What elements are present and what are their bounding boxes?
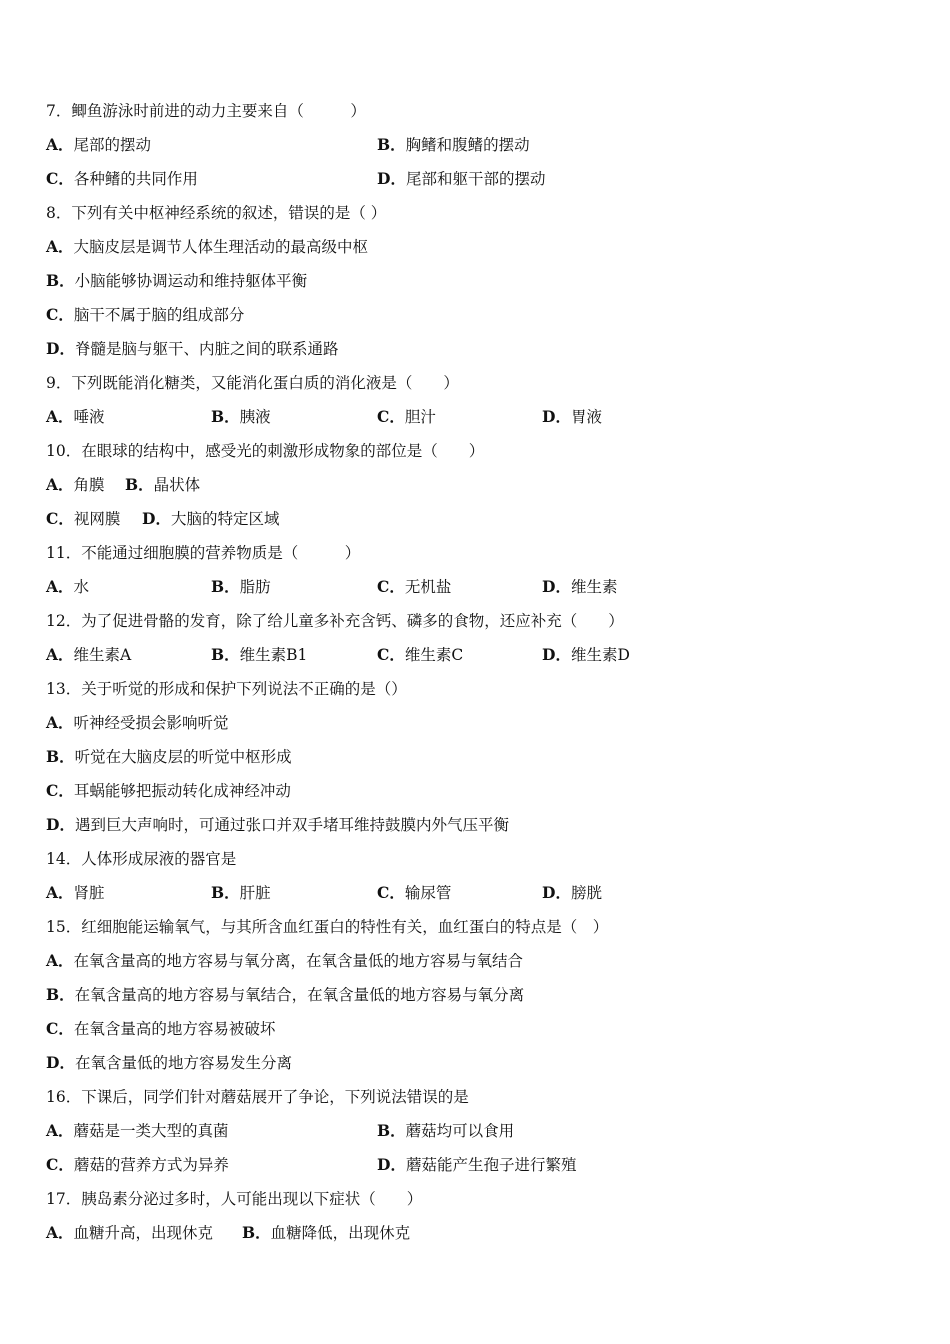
- question-7: [46, 96, 366, 126]
- question-8: [46, 198, 386, 228]
- question-17: [46, 1184, 422, 1214]
- option-c: C．输尿管: [377, 883, 452, 902]
- option-b: B．蘑菇均可以食用: [377, 1121, 515, 1140]
- options-row: [46, 1116, 515, 1146]
- options-row: [46, 1218, 411, 1248]
- question-stem: 10．在眼球的结构中，感受光的刺激形成物象的部位是（ ）: [46, 442, 485, 460]
- option-a: A．肾脏: [46, 883, 105, 902]
- question-12: [46, 606, 624, 636]
- option-b: B．小脑能够协调运动和维持躯体平衡: [46, 271, 308, 290]
- option-b: B．肝脏: [211, 883, 271, 902]
- question-stem: 17．胰岛素分泌过多时，人可能出现以下症状（ ）: [46, 1190, 423, 1208]
- question-stem: 15．红细胞能运输氧气，与其所含血红蛋白的特性有关，血红蛋白的特点是（ ）: [46, 918, 609, 936]
- question-stem: 9．下列既能消化糖类，又能消化蛋白质的消化液是（ ）: [46, 374, 459, 392]
- options-row: [46, 640, 630, 670]
- option-a: A．在氧含量高的地方容易与氧分离，在氧含量低的地方容易与氧结合: [46, 951, 524, 970]
- options-row: [46, 164, 546, 194]
- option-d: D．大脑的特定区域: [142, 509, 280, 528]
- option-c: C．蘑菇的营养方式为异养: [46, 1155, 229, 1174]
- option-c: C．各种鳍的共同作用: [46, 169, 198, 188]
- option-a: A．蘑菇是一类大型的真菌: [46, 1121, 229, 1140]
- option-d: D．遇到巨大声响时，可通过张口并双手堵耳维持鼓膜内外气压平衡: [46, 815, 509, 834]
- question-stem: 14．人体形成尿液的器官是: [46, 850, 237, 868]
- options-row: [46, 572, 618, 602]
- question-14: [46, 844, 236, 874]
- option-d: D．在氧含量低的地方容易发生分离: [46, 1053, 292, 1072]
- option-d: D．脊髓是脑与躯干、内脏之间的联系通路: [46, 339, 339, 358]
- question-10: [46, 436, 484, 466]
- option-d: D．维生素D: [542, 645, 630, 664]
- options-row: [46, 130, 530, 160]
- option-d: D．维生素: [542, 577, 618, 596]
- option-a: A．维生素A: [46, 645, 132, 664]
- options-row: [46, 402, 602, 432]
- option-c: C．胆汁: [377, 407, 436, 426]
- option-b: B．维生素B1: [211, 645, 308, 664]
- option-c: C．视网膜: [46, 509, 121, 528]
- option-b: B．晶状体: [125, 475, 201, 494]
- question-15: [46, 912, 608, 942]
- option-d: D．尾部和躯干部的摆动: [377, 169, 546, 188]
- option-b: B．血糖降低，出现休克: [242, 1223, 411, 1242]
- options-row: [46, 878, 602, 908]
- option-a: A．大脑皮层是调节人体生理活动的最高级中枢: [46, 237, 369, 256]
- option-c: C．耳蜗能够把振动转化成神经冲动: [46, 781, 291, 800]
- option-a: A．听神经受损会影响听觉: [46, 713, 229, 732]
- question-stem: 7．鲫鱼游泳时前进的动力主要来自（ ）: [46, 102, 366, 120]
- options-row: [46, 504, 280, 534]
- question-stem: 13．关于听觉的形成和保护下列说法不正确的是（）: [46, 680, 407, 698]
- question-13: [46, 674, 407, 704]
- question-stem: 12．为了促进骨骼的发育，除了给儿童多补充含钙、磷多的食物，还应补充（ ）: [46, 612, 624, 630]
- question-16: [46, 1082, 469, 1112]
- option-b: B．脂肪: [211, 577, 271, 596]
- option-a: A．唾液: [46, 407, 105, 426]
- option-d: D．蘑菇能产生孢子进行繁殖: [377, 1155, 577, 1174]
- option-a: A．角膜: [46, 475, 105, 494]
- question-stem: 8．下列有关中枢神经系统的叙述，错误的是（ ）: [46, 204, 387, 222]
- option-b: B．听觉在大脑皮层的听觉中枢形成: [46, 747, 292, 766]
- option-a: A．血糖升高，出现休克: [46, 1223, 214, 1242]
- option-b: B．在氧含量高的地方容易与氧结合，在氧含量低的地方容易与氧分离: [46, 985, 525, 1004]
- question-stem: 11．不能通过细胞膜的营养物质是（ ）: [46, 544, 361, 562]
- option-c: C．无机盐: [377, 577, 452, 596]
- option-a: A．尾部的摆动: [46, 135, 152, 154]
- question-9: [46, 368, 459, 398]
- options-row: [46, 470, 201, 500]
- question-11: [46, 538, 360, 568]
- option-c: C．维生素C: [377, 645, 464, 664]
- option-d: D．胃液: [542, 407, 602, 426]
- option-c: C．在氧含量高的地方容易被破坏: [46, 1019, 276, 1038]
- option-b: B．胰液: [211, 407, 271, 426]
- question-stem: 16．下课后，同学们针对蘑菇展开了争论，下列说法错误的是: [46, 1088, 469, 1106]
- option-c: C．脑干不属于脑的组成部分: [46, 305, 245, 324]
- options-row: [46, 1150, 577, 1180]
- option-a: A．水: [46, 577, 90, 596]
- option-d: D．膀胱: [542, 883, 602, 902]
- option-b: B．胸鳍和腹鳍的摆动: [377, 135, 530, 154]
